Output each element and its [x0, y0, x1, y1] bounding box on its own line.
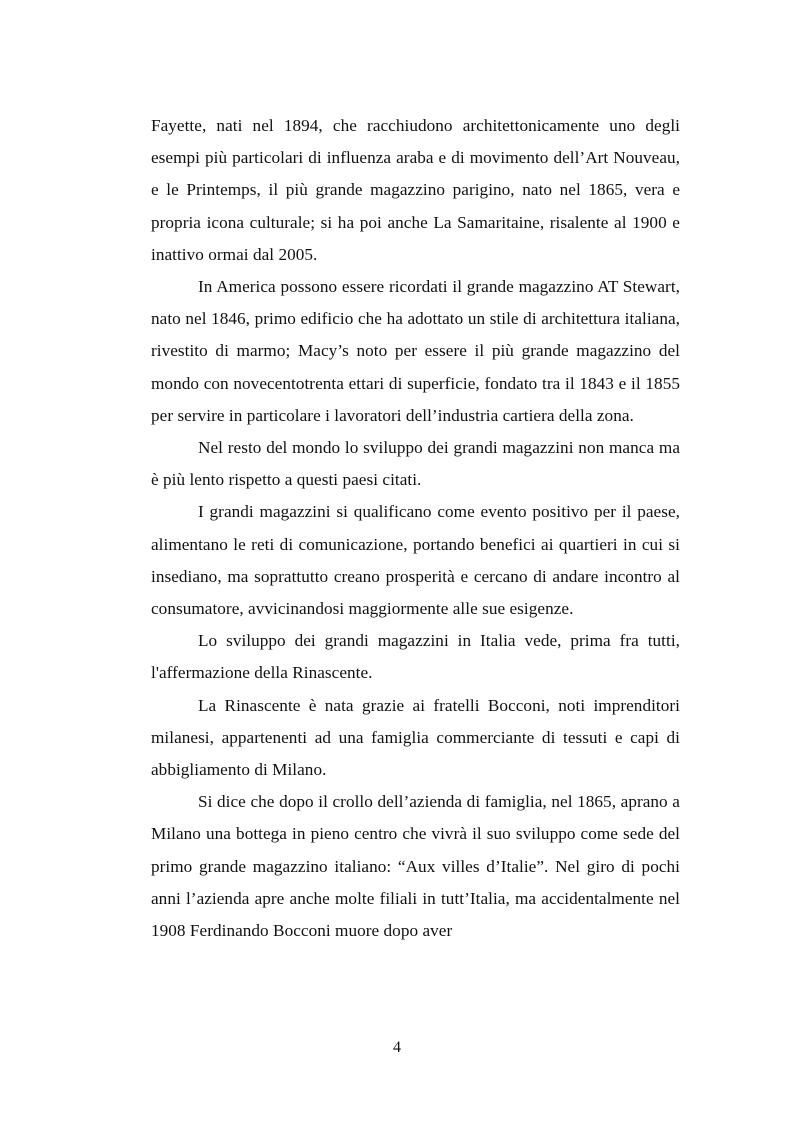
page-number: 4 — [393, 1039, 401, 1056]
paragraph-rest-of-world: Nel resto del mondo lo sviluppo dei grandi magazzini non manca ma è più lento rispetto a questi paesi citati. — [151, 438, 680, 490]
paragraph-rinascente: La Rinascente è nata grazie ai fratelli Bocconi, noti imprenditori milanesi, appartenenti ad una famiglia commerciante di tessuti e capi di abbigliamento di Milano. — [151, 695, 680, 780]
paragraph-positive-event: I grandi magazzini si qualificano come evento positivo per il paese, alimentano le reti di comunicazione, portando benefici ai quartieri in cui si insediano, ma soprattutto creano prosperità e cercano di andare incontro al consumatore, avvicinandosi maggiormente alle sue esigenze. — [151, 502, 680, 619]
paragraph-bottega: Si dice che dopo il crollo dell’azienda di famiglia, nel 1865, aprano a Milano una bottega in pieno centro che vivrà il suo sviluppo come sede del primo grande magazzino italiano: “Aux villes d’Italie”. Nel giro di pochi anni l’azienda apre anche molte filiali in tutt’Italia, ma accidentalmente nel 1908 Ferdinando Bocconi muore dopo aver — [151, 792, 680, 941]
paragraph-continued: Fayette, nati nel 1894, che racchiudono architettonicamente uno degli esempi più particolari di influenza araba e di movimento dell’Art Nouveau, e le Printemps, il più grande magazzino parigino, nato nel 1865, vera e propria icona culturale; si ha poi anche La Samaritaine, risalente al 1900 e inattivo ormai dal 2005. — [151, 116, 680, 264]
paragraph-america: In America possono essere ricordati il grande magazzino AT Stewart, nato nel 1846, primo edificio che ha adottato un stile di architettura italiana, rivestito di marmo; Macy’s noto per essere il più grande magazzino del mondo con novecentotrenta ettari di superficie, fondato tra il 1843 e il 1855 per servire in particolare i lavoratori dell’industria cartiera della zona. — [151, 277, 680, 425]
document-body — [151, 110, 680, 947]
paragraph-italy: Lo sviluppo dei grandi magazzini in Italia vede, prima fra tutti, l'affermazione della Rinascente. — [151, 631, 680, 683]
